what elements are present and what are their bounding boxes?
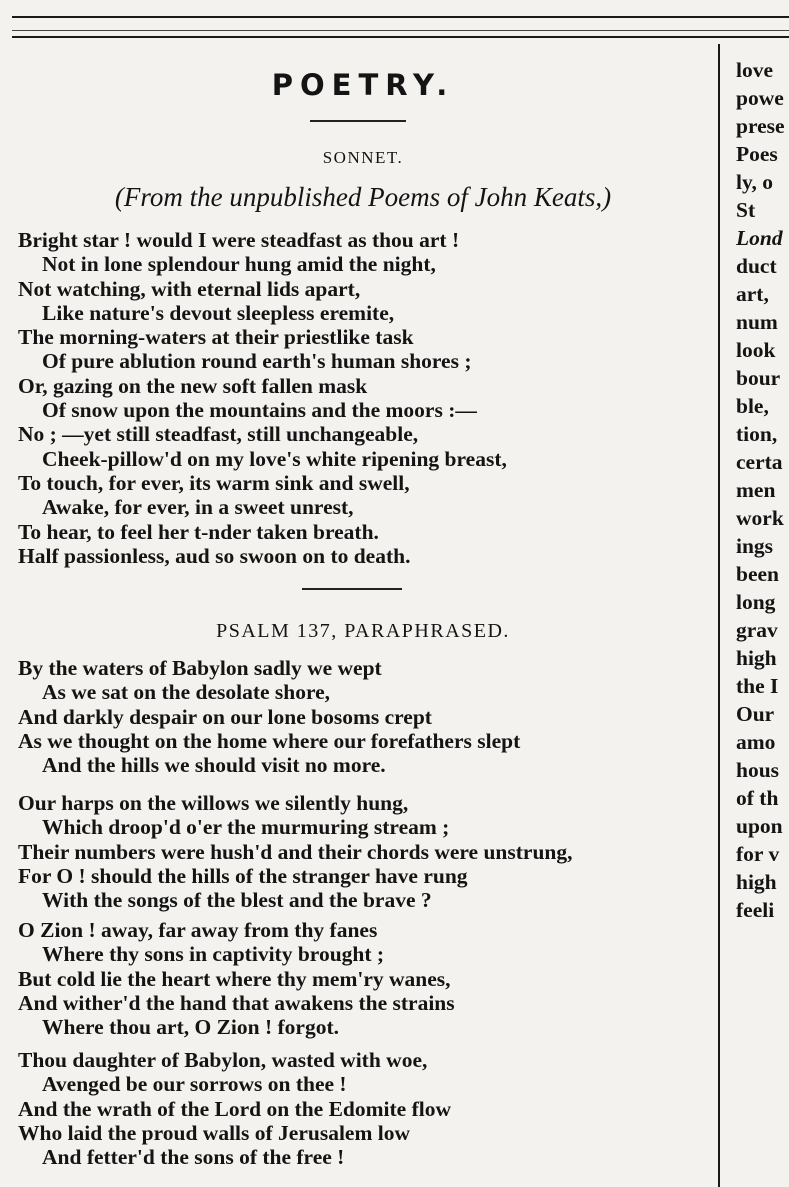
sonnet-line: To hear, to feel her t-nder taken breath. [18, 519, 379, 544]
psalm-line: And wither'd the hand that awakens the strains [18, 990, 455, 1015]
adjacent-column-line: work [736, 506, 784, 530]
psalm-line: Which droop'd o'er the murmuring stream ; [42, 815, 450, 840]
adjacent-column-line: Our [736, 702, 775, 726]
psalm-line: As we thought on the home where our forefathers slept [18, 728, 521, 753]
sonnet-line: The morning-waters at their priestlike task [18, 325, 414, 350]
sonnet-line: Cheek-pillow'd on my love's white ripening breast, [42, 446, 507, 471]
adjacent-column-line: powe [736, 86, 784, 110]
psalm-line: With the songs of the blest and the brave ? [42, 888, 432, 913]
sonnet-title: SONNET. [322, 148, 404, 167]
sonnet-subtitle: (From the unpublished Poems of John Keats,) [114, 182, 612, 212]
psalm-line: For O ! should the hills of the stranger have rung [18, 863, 468, 888]
adjacent-column-line: look [736, 338, 776, 362]
sonnet-line: Of snow upon the mountains and the moors :— [42, 398, 477, 423]
section-title: POETRY. [271, 68, 455, 102]
psalm-line: Where thou art, O Zion ! forgot. [42, 1015, 339, 1040]
adjacent-column-line: duct [736, 254, 777, 278]
psalm-line: Our harps on the willows we silently hung, [18, 791, 409, 815]
adjacent-column-line: ings [736, 534, 774, 558]
sonnet-line: No ; —yet still steadfast, still unchangeable, [18, 422, 419, 447]
psalm-line: And fetter'd the sons of the free ! [42, 1145, 345, 1170]
top-rule [12, 16, 789, 18]
adjacent-column [736, 56, 789, 924]
psalm-line: Who laid the proud walls of Jerusalem low [18, 1120, 411, 1145]
sonnet-body [18, 228, 507, 568]
top-rule-tertiary [12, 36, 789, 38]
column-divider [718, 44, 720, 1187]
psalm-line: Their numbers were hush'd and their chords were unstrung, [18, 839, 573, 864]
psalm-line: And the hills we should visit no more. [42, 753, 386, 778]
adjacent-column-line: for v [736, 842, 780, 866]
adjacent-column-line: been [736, 562, 779, 586]
adjacent-column-line: ble, [736, 394, 769, 418]
adjacent-column-line: certa [736, 450, 783, 474]
adjacent-column-line: grav [736, 618, 778, 642]
psalm-line: And the wrath of the Lord on the Edomite flow [18, 1096, 451, 1121]
psalm-line: Avenged be our sorrows on thee ! [42, 1072, 347, 1097]
adjacent-column-line: art, [736, 282, 769, 306]
adjacent-column-line: the I [736, 674, 779, 698]
adjacent-column-line: ly, o [736, 170, 774, 194]
psalm-line: And darkly despair on our lone bosoms crept [18, 704, 432, 729]
psalm-line: Thou daughter of Babylon, wasted with woe, [18, 1048, 428, 1072]
adjacent-column-line: high [736, 646, 777, 670]
adjacent-column-line: prese [736, 114, 785, 138]
adjacent-column-line: St [736, 198, 756, 222]
adjacent-column-line: Poes [736, 142, 778, 166]
sonnet-line: Or, gazing on the new soft fallen mask [18, 373, 368, 398]
psalm-line: As we sat on the desolate shore, [42, 680, 331, 705]
sonnet-line: Like nature's devout sleepless eremite, [42, 300, 395, 325]
adjacent-column-line: upon [736, 814, 783, 838]
section-rule [310, 120, 406, 122]
sonnet-line: Half passionless, aud so swoon on to death. [18, 543, 411, 568]
poem-separator [302, 588, 402, 590]
adjacent-column-line: tion, [736, 422, 778, 446]
psalm-title: PSALM 137, PARAPHRASED. [216, 620, 510, 642]
adjacent-column-line: high [736, 870, 777, 894]
sonnet-line: Awake, for ever, in a sweet unrest, [42, 495, 354, 520]
adjacent-column-line: Lond [736, 226, 783, 250]
adjacent-column-line: bour [736, 366, 781, 390]
psalm-line: By the waters of Babylon sadly we wept [18, 656, 382, 680]
psalm-stanza-1 [18, 656, 520, 777]
adjacent-column-line: feeli [736, 898, 775, 922]
adjacent-column-line: of th [736, 786, 779, 810]
psalm-stanza-4 [18, 1048, 451, 1169]
sonnet-line: Of pure ablution round earth's human shores ; [42, 349, 472, 374]
adjacent-column-line: num [736, 310, 778, 334]
psalm-line: O Zion ! away, far away from thy fanes [18, 918, 378, 942]
adjacent-column-line: amo [736, 730, 776, 754]
sonnet-line: Not watching, with eternal lids apart, [18, 276, 361, 301]
top-rule-secondary [12, 30, 789, 31]
sonnet-line: Bright star ! would I were steadfast as thou art ! [18, 228, 460, 252]
adjacent-column-line: love [736, 58, 774, 82]
adjacent-column-line: men [736, 478, 776, 502]
adjacent-column-line: hous [736, 758, 780, 782]
psalm-line: But cold lie the heart where thy mem'ry wanes, [18, 966, 451, 991]
adjacent-column-line: long [736, 590, 776, 614]
sonnet-line: To touch, for ever, its warm sink and swell, [18, 470, 410, 495]
sonnet-line: Not in lone splendour hung amid the night, [42, 252, 436, 277]
psalm-stanza-2 [18, 791, 573, 912]
psalm-line: Where thy sons in captivity brought ; [42, 942, 385, 967]
psalm-stanza-3 [18, 918, 455, 1039]
